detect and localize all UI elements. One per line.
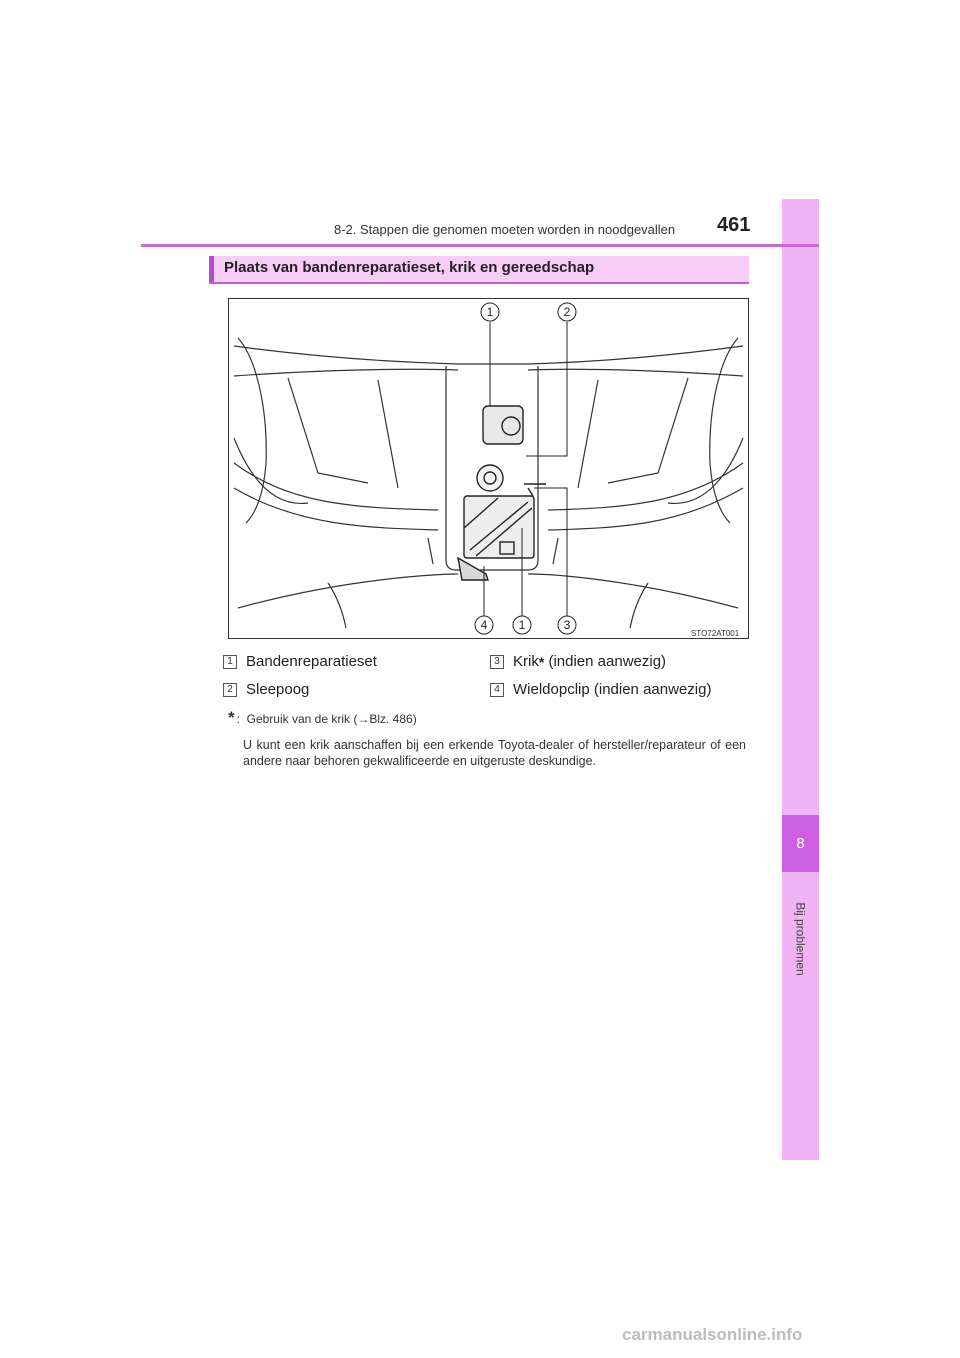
header-divider xyxy=(141,244,819,247)
footnote-marker: * xyxy=(228,708,235,727)
footnote xyxy=(228,708,417,728)
running-header: 8-2. Stappen die genomen moeten worden in noodgevallen xyxy=(334,222,676,237)
figure-code: STO72AT001 xyxy=(691,629,740,638)
callout-4: 4 xyxy=(480,618,488,632)
legend-item-2 xyxy=(223,681,309,698)
legend-number: 3 xyxy=(490,655,504,669)
info-paragraph: U kunt een krik aanschaffen bij een erkende Toyota-dealer of hersteller/reparateur of een andere naar behoren gekwalificeerde en uitgeruste deskundige. xyxy=(243,738,746,768)
legend-number: 2 xyxy=(223,683,237,697)
legend-label: Bandenreparatieset xyxy=(246,653,377,670)
legend-item-1 xyxy=(223,653,377,670)
chapter-number-tab[interactable] xyxy=(782,815,819,872)
trunk-illustration xyxy=(228,298,749,639)
callout-2: 2 xyxy=(563,305,571,319)
footnote-text: : Gebruik van de krik (→Blz. 486) xyxy=(236,712,417,726)
chapter-number: 8 xyxy=(796,835,805,852)
callout-1-top: 1 xyxy=(486,305,494,319)
chapter-sidebar xyxy=(782,199,819,1160)
legend-number: 1 xyxy=(223,655,237,669)
legend-label: Wieldopclip (indien aanwezig) xyxy=(513,681,712,698)
chapter-label: Bij problemen xyxy=(793,902,808,976)
legend-asterisk: * xyxy=(538,653,545,670)
legend-number: 4 xyxy=(490,683,504,697)
section-title: Plaats van bandenreparatieset, krik en gereedschap xyxy=(224,259,595,276)
legend-item-3 xyxy=(490,653,666,670)
watermark: carmanualsonline.info xyxy=(622,1325,803,1344)
callout-1-bottom: 1 xyxy=(518,618,526,632)
legend-label-suffix: (indien aanwezig) xyxy=(544,653,667,670)
page-number: 461 xyxy=(717,214,751,236)
legend-item-4 xyxy=(490,681,711,698)
legend-label: Sleepoog xyxy=(246,681,310,698)
callout-3: 3 xyxy=(563,618,571,632)
legend-label: Krik xyxy=(513,653,539,670)
